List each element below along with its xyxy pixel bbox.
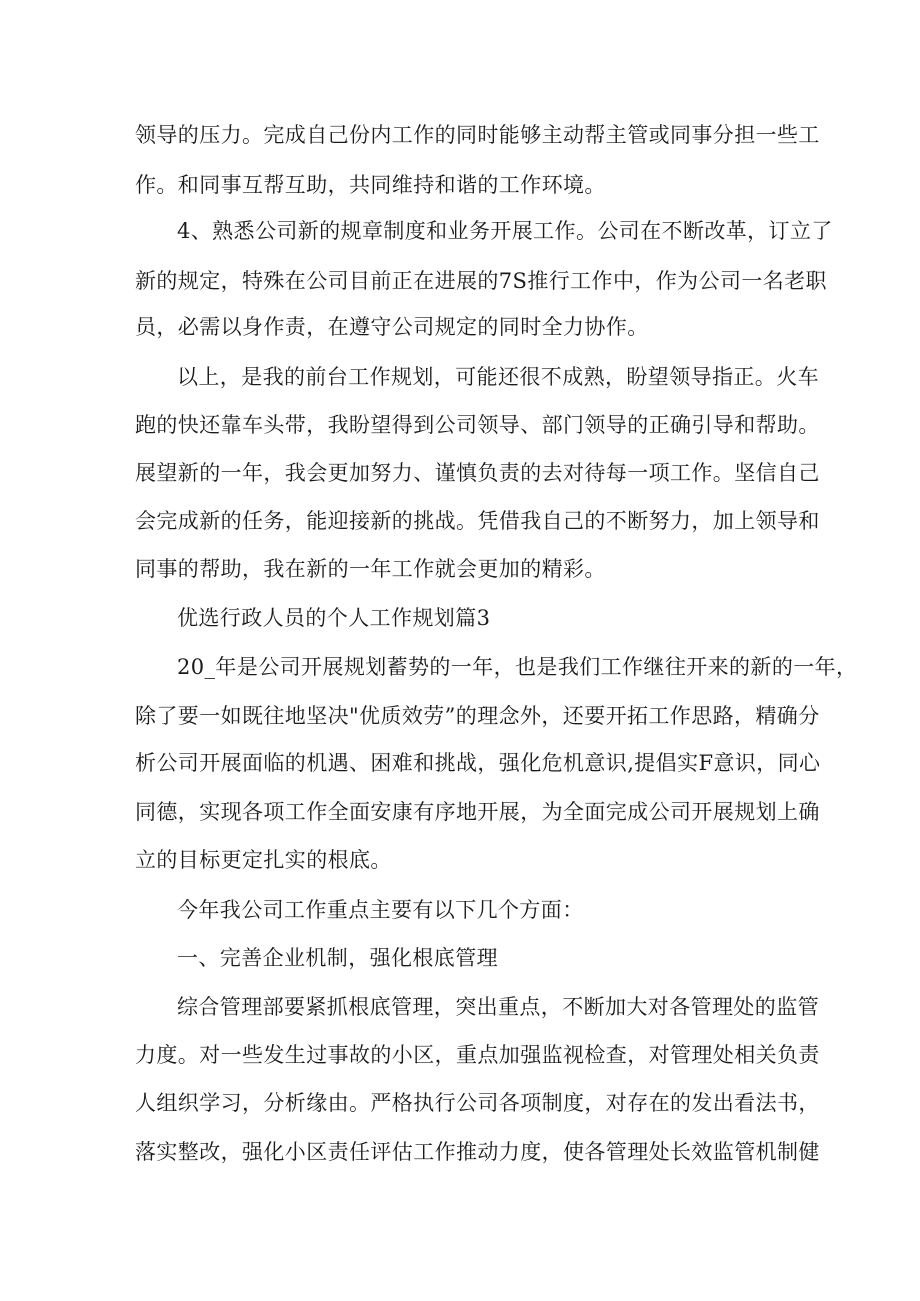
paragraph-start: 今年我公司工作重点主要有以下几个方面：: [177, 898, 584, 922]
text-line: 员，必需以身作责，在遵守公司规定的同时全力协作。: [135, 315, 649, 339]
text-line: 除了要一如既往地坚决"优质效劳”的理念外，还要开拓工作思路，精确分: [135, 704, 820, 728]
text-line: 同事的帮助，我在新的一年工作就会更加的精彩。: [135, 557, 606, 581]
text-line: 人组织学习，分析缘由。严格执行公司各项制度，对存在的发出看法书，: [135, 1091, 820, 1115]
paragraph-start: 4、熟悉公司新的规章制度和业务开展工作。公司在不断改革，订立了: [177, 219, 833, 243]
text-line: 领导的压力。完成自己份内工作的同时能够主动帮主管或同事分担一些工: [135, 123, 820, 147]
subheading: 一、完善企业机制，强化根底管理: [177, 946, 498, 970]
text-line: 力度。对一些发生过事故的小区，重点加强监视检查，对管理处相关负责: [135, 1043, 820, 1067]
text-line: 同德，实现各项工作全面安康有序地开展，为全面完成公司开展规划上确: [135, 800, 820, 824]
paragraph-start: 综合管理部要紧抓根底管理，突出重点，不断加大对各管理处的监管: [177, 995, 819, 1019]
text-line: 作。和同事互帮互助，共同维持和谐的工作环境。: [135, 173, 606, 197]
text-line: 析公司开展面临的机遇、困难和挑战，强化危机意识,提倡实F意识，同心: [135, 751, 821, 775]
text-line: 立的目标更定扎实的根底。: [135, 848, 392, 872]
text-line: 落实整改，强化小区责任评估工作推动力度，使各管理处长效监管机制健: [135, 1140, 820, 1164]
section-heading: 优选行政人员的个人工作规划篇3: [177, 606, 491, 630]
text-line: 跑的快还靠车头带，我盼望得到公司领导、部门领导的正确引导和帮助。: [135, 413, 820, 437]
paragraph-start: 20_年是公司开展规划蓄势的一年，也是我们工作继往开来的新的一年，: [177, 655, 858, 679]
text-line: 新的规定，特殊在公司目前正在进展的7S推行工作中，作为公司一名老职: [135, 269, 827, 293]
text-line: 展望新的一年，我会更加努力、谨慎负责的去对待每一项工作。坚信自己: [135, 461, 820, 485]
text-line: 会完成新的任务，能迎接新的挑战。凭借我自己的不断努力，加上领导和: [135, 509, 820, 533]
paragraph-start: 以上，是我的前台工作规划，可能还很不成熟，盼望领导指正。火车: [177, 365, 819, 389]
